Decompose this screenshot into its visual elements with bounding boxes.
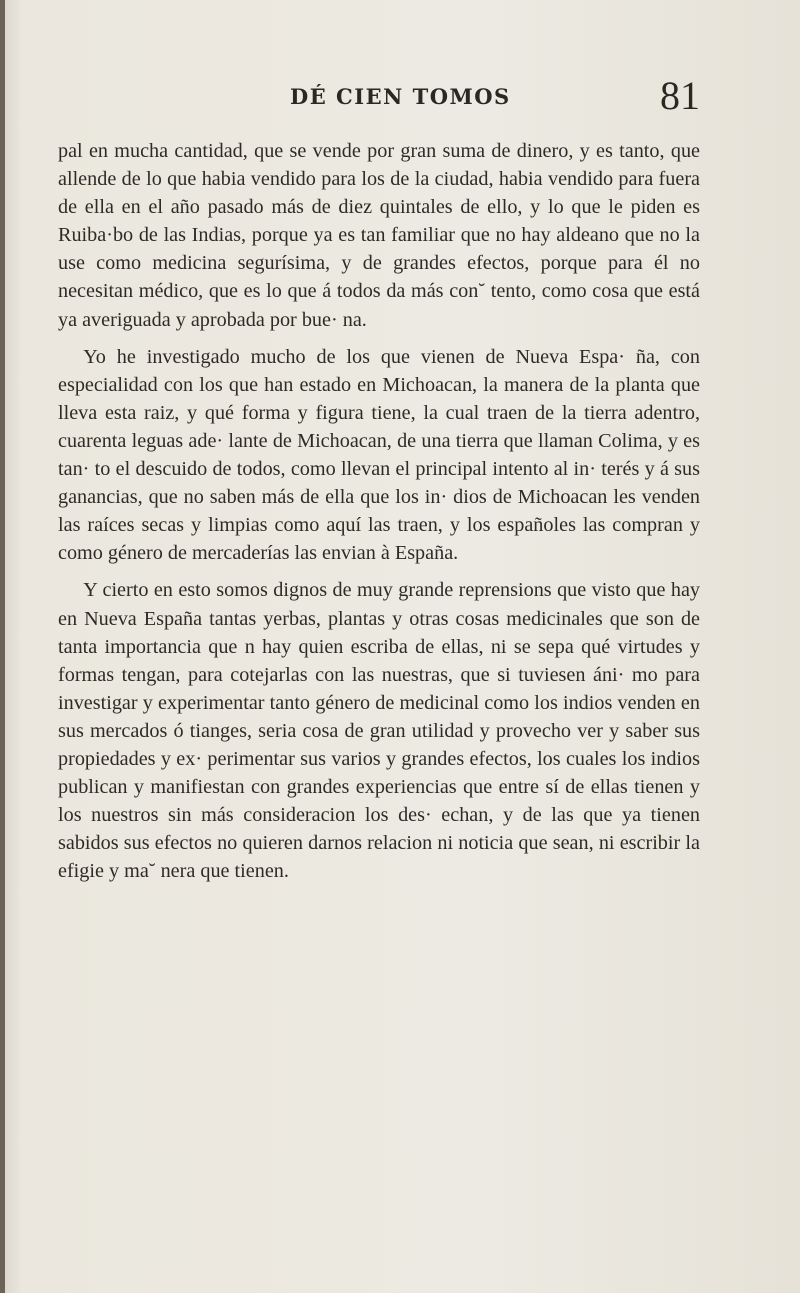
paragraph-3: Y cierto en esto somos dignos de muy grande reprensions que visto que hay en Nueva España tantas yerbas, plantas y otras cosas medicinales que son de tanta importancia que n hay quien escriba de ellas, ni se sepa qué virtudes y formas tengan, para cotejarlas con las nuestras, que si tuviesen áni· mo para investigar y experimentar tanto género de medicinal como los indios venden en sus mercados ó tianges, seria cosa de gran utilidad y provecho ver y saber sus propiedades y ex· perimentar sus varios y grandes efectos, los cuales los indios publican y manifiestan con grandes experiencias que entre sí de ellas tienen y los nuestros sin más consideracion los des· echan, y de las que ya tienen sabidos sus efectos no quieren darnos relacion ni noticia que sean, ni escribir la efigie y ma˘ nera que tienen.	[58, 579, 700, 883]
page-number: 81	[660, 73, 700, 118]
running-title: DÉ CIEN TOMOS	[290, 84, 511, 109]
paragraph-1: pal en mucha cantidad, que se vende por gran suma de dinero, y es tanto, que allende de lo que habia vendido para los de la ciudad, habia vendido para fuera de ella en el año pasado más de diez quintales de ello, y lo que le piden es Ruiba·bo de las Indias, porque ya es tan familiar que no hay aldeano que no la use como medicina segurísima, y de grandes efectos, porque para él no necesitan médico, que es lo que á todos da más con˘ tento, como cosa que está ya averiguada y aprobada por bue· na.	[58, 140, 700, 331]
page-header	[58, 72, 700, 118]
body-text	[58, 137, 700, 885]
paragraph-2: Yo he investigado mucho de los que vienen de Nueva Espa· ña, con especialidad con los que han estado en Michoacan, la manera de la planta que lleva esta raiz, y qué forma y figura tiene, la cual traen de la tierra adentro, cuarenta leguas ade· lante de Michoacan, de una tierra que llaman Colima, y es tan· to el descuido de todos, como llevan el principal intento al in· terés y á sus ganancias, que no saben más de ella que los in· dios de Michoacan les venden las raíces secas y limpias como aquí las traen, y los españoles las compran y como género de mercaderías las envian à España.	[58, 345, 700, 565]
page-spine-edge	[0, 0, 5, 1293]
